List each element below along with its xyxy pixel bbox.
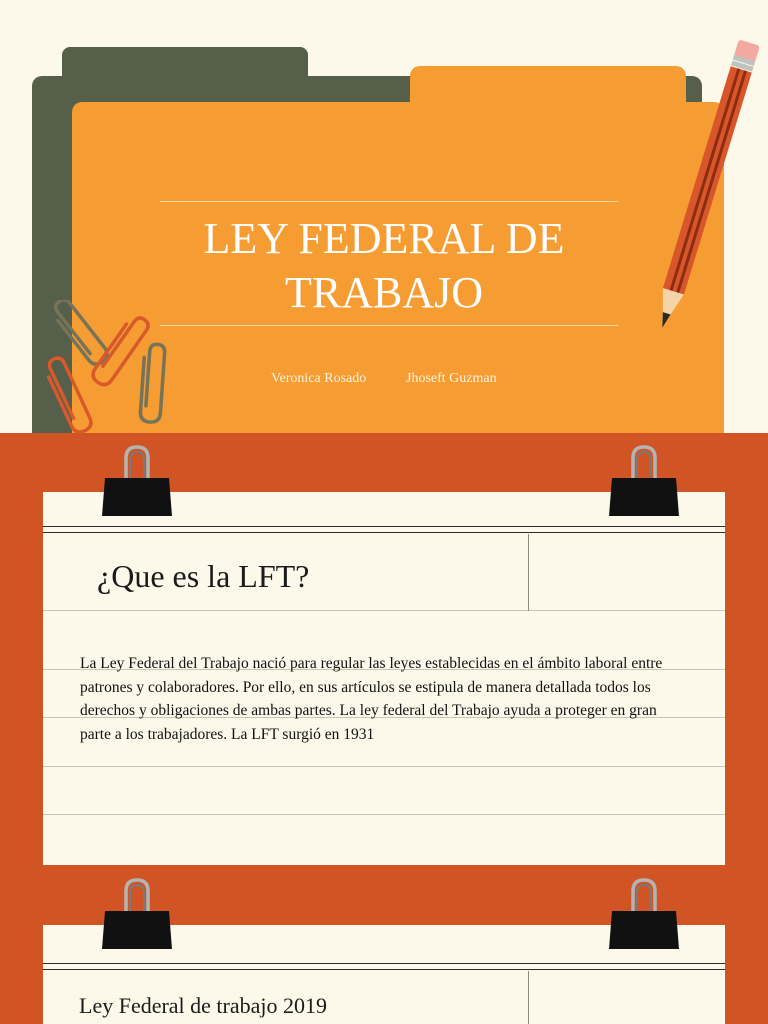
- ruled-line: [43, 766, 725, 767]
- divider: [43, 963, 725, 964]
- divider: [43, 969, 725, 970]
- paperclip-icon: [43, 356, 94, 433]
- margin-line: [528, 534, 529, 611]
- divider: [43, 526, 725, 527]
- cover-title-line2: TRABAJO: [284, 268, 484, 317]
- binder-clip-icon: [100, 877, 174, 951]
- binder-clip-icon: [607, 877, 681, 951]
- pencil-icon: [650, 18, 760, 358]
- section-body-text: La Ley Federal del Trabajo nació para regular las leyes establecidas en el ámbito laboral entre patrones y colaboradores. Por ello, en sus artículos se estipula de manera detallada todos los derechos y obligaciones de ambas partes. La ley federal del Trabajo ayuda a proteger en gran parte a los trabajadores. La LFT surgió en 1931: [80, 655, 663, 743]
- binder-clip-icon: [607, 444, 681, 518]
- paperclip-icon: [140, 344, 165, 423]
- divider: [43, 532, 725, 533]
- binder-clip-icon: [100, 444, 174, 518]
- margin-line: [528, 971, 529, 1024]
- title-rule-top: [160, 201, 618, 202]
- paperclip-group: [38, 300, 178, 433]
- ruled-line: [43, 814, 725, 815]
- author-name: Jhoseft Guzman: [406, 371, 497, 386]
- cover-title: [120, 212, 648, 320]
- cover-title-line1: LEY FEDERAL DE: [203, 214, 565, 263]
- section-heading: ¿Que es la LFT?: [97, 558, 310, 594]
- title-rule-bottom: [160, 325, 618, 326]
- cover-slide: [0, 0, 768, 433]
- ruled-line: [43, 610, 725, 611]
- author-name: Veronica Rosado: [271, 371, 367, 386]
- section-heading: Ley Federal de trabajo 2019: [79, 993, 328, 1018]
